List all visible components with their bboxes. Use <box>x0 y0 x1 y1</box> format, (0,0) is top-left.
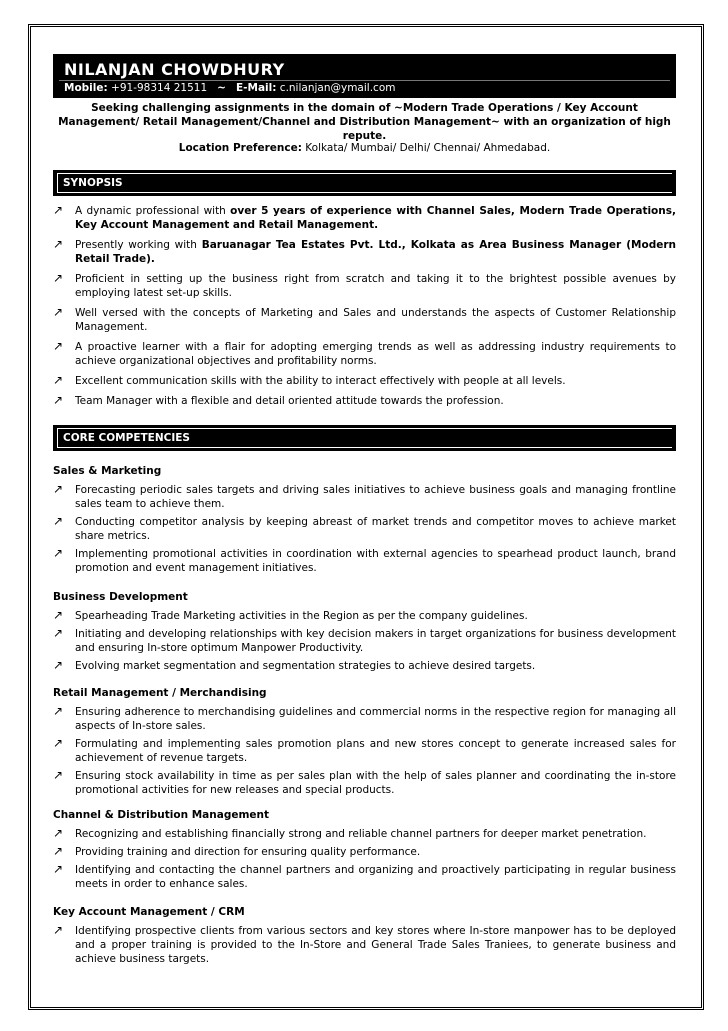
competency-item <box>53 705 676 733</box>
arrow-bullet-icon: ↗ <box>53 658 64 672</box>
arrow-bullet-icon: ↗ <box>53 393 64 407</box>
competency-list <box>53 705 676 797</box>
email-address[interactable]: c.nilanjan@ymail.com <box>279 82 396 94</box>
competency-subheading: Retail Management / Merchandising <box>53 687 267 699</box>
synopsis-item-highlight: over 5 years of experience with Channel Sales, Modern Trade Operations, Key Account Management and Retail Management. <box>75 205 676 231</box>
competency-subheading: Key Account Management / CRM <box>53 906 245 918</box>
location-label: Location Preference: <box>178 142 302 154</box>
synopsis-title: SYNOPSIS <box>63 177 123 189</box>
competency-list <box>53 924 676 966</box>
arrow-bullet-icon: ↗ <box>53 203 64 217</box>
competency-item-text: Spearheading Trade Marketing activities in the Region as per the company guidelines. <box>75 610 528 622</box>
arrow-bullet-icon: ↗ <box>53 514 64 528</box>
synopsis-item-text: A proactive learner with a flair for adopting emerging trends as well as addressing industry requirements to achieve organizational objectives and profitability norms. <box>75 341 676 367</box>
core-competencies-heading <box>53 425 676 451</box>
competency-item <box>53 659 676 673</box>
synopsis-item-text: Proficient in setting up the business right from scratch and taking it to the brightest possible avenues by employing latest set-up skills. <box>75 273 676 299</box>
competency-subheading: Channel & Distribution Management <box>53 809 270 821</box>
competency-item-text: Implementing promotional activities in coordination with external agencies to spearhead product launch, brand promotion and event management initiatives. <box>75 548 676 574</box>
mobile-label: Mobile: <box>64 82 108 94</box>
competency-item-text: Ensuring stock availability in time as per sales plan with the help of sales planner and coordinating the in-store promotional activities for new releases and special products. <box>75 770 676 796</box>
synopsis-item <box>53 204 676 232</box>
competency-list <box>53 483 676 575</box>
contact-line <box>64 82 395 94</box>
competency-item-text: Forecasting periodic sales targets and driving sales initiatives to achieve business goals and managing frontline sales team to achieve them. <box>75 484 676 510</box>
location-value: Kolkata/ Mumbai/ Delhi/ Chennai/ Ahmedabad. <box>305 142 551 154</box>
synopsis-item <box>53 306 676 334</box>
career-objective: Seeking challenging assignments in the domain of ~Modern Trade Operations / Key Account Management/ Retail Management/Channel and Distribution Management~ with an organization of high repute. <box>58 102 671 142</box>
competency-item <box>53 609 676 623</box>
mobile-number: +91-98314 21511 <box>111 82 208 94</box>
competency-item-text: Formulating and implementing sales promotion plans and new stores concept to generate increased sales for achievement of revenue targets. <box>75 738 676 764</box>
competency-item-text: Ensuring adherence to merchandising guidelines and commercial norms in the respective region for managing all aspects of In-store sales. <box>75 706 676 732</box>
competency-item <box>53 863 676 891</box>
competency-item-text: Identifying and contacting the channel partners and organizing and proactively participating in regular business meets in order to enhance sales. <box>75 864 676 890</box>
synopsis-item-text: Team Manager with a flexible and detail oriented attitude towards the profession. <box>75 395 504 407</box>
candidate-name: NILANJAN CHOWDHURY <box>64 60 285 79</box>
competency-item <box>53 483 676 511</box>
arrow-bullet-icon: ↗ <box>53 305 64 319</box>
arrow-bullet-icon: ↗ <box>53 826 64 840</box>
header-divider <box>59 80 670 81</box>
competency-item-text: Providing training and direction for ensuring quality performance. <box>75 846 421 858</box>
competency-list <box>53 609 676 673</box>
competency-item <box>53 845 676 859</box>
arrow-bullet-icon: ↗ <box>53 482 64 496</box>
synopsis-item <box>53 238 676 266</box>
arrow-bullet-icon: ↗ <box>53 844 64 858</box>
arrow-bullet-icon: ↗ <box>53 373 64 387</box>
arrow-bullet-icon: ↗ <box>53 768 64 782</box>
synopsis-list <box>53 204 676 408</box>
competency-item <box>53 547 676 575</box>
competency-item <box>53 737 676 765</box>
synopsis-item <box>53 272 676 300</box>
arrow-bullet-icon: ↗ <box>53 546 64 560</box>
arrow-bullet-icon: ↗ <box>53 271 64 285</box>
synopsis-item-text: Excellent communication skills with the ability to interact effectively with people at all levels. <box>75 375 566 387</box>
competency-item-text: Initiating and developing relationships with key decision makers in target organizations for business development and ensuring In-store optimum Manpower Productivity. <box>75 628 676 654</box>
resume-header <box>53 54 676 98</box>
arrow-bullet-icon: ↗ <box>53 923 64 937</box>
competency-item-text: Evolving market segmentation and segmentation strategies to achieve desired targets. <box>75 660 536 672</box>
competency-item <box>53 627 676 655</box>
competency-item <box>53 769 676 797</box>
competency-item <box>53 924 676 966</box>
competency-item <box>53 515 676 543</box>
arrow-bullet-icon: ↗ <box>53 237 64 251</box>
arrow-bullet-icon: ↗ <box>53 626 64 640</box>
synopsis-item-highlight: Baruanagar Tea Estates Pvt. Ltd., Kolkata as Area Business Manager (Modern Retail Trade). <box>75 239 676 265</box>
synopsis-item-text: Presently working with <box>75 239 202 251</box>
arrow-bullet-icon: ↗ <box>53 339 64 353</box>
core-competencies-title: CORE COMPETENCIES <box>63 432 190 444</box>
competency-item-text: Conducting competitor analysis by keeping abreast of market trends and competitor moves to achieve market share metrics. <box>75 516 676 542</box>
location-preference <box>53 142 676 154</box>
arrow-bullet-icon: ↗ <box>53 862 64 876</box>
email-label: E-Mail: <box>235 82 277 94</box>
competency-subheading: Sales & Marketing <box>53 465 162 477</box>
competency-item-text: Identifying prospective clients from various sectors and key stores where In-store manpower has to be deployed and a proper training is provided to the In-Store and General Trade Sales Traniees, to generate business and achieve business targets. <box>75 925 676 965</box>
arrow-bullet-icon: ↗ <box>53 704 64 718</box>
synopsis-item <box>53 340 676 368</box>
competency-list <box>53 827 676 891</box>
arrow-bullet-icon: ↗ <box>53 608 64 622</box>
competency-subheading: Business Development <box>53 591 188 603</box>
synopsis-item-text: Well versed with the concepts of Marketing and Sales and understands the aspects of Customer Relationship Management. <box>75 307 676 333</box>
synopsis-heading <box>53 170 676 196</box>
competency-item-text: Recognizing and establishing financially strong and reliable channel partners for deeper market penetration. <box>75 828 647 840</box>
arrow-bullet-icon: ↗ <box>53 736 64 750</box>
synopsis-item <box>53 374 676 388</box>
synopsis-item-text: A dynamic professional with <box>75 205 231 217</box>
contact-separator: ~ <box>217 82 226 94</box>
competency-item <box>53 827 676 841</box>
synopsis-item <box>53 394 676 408</box>
